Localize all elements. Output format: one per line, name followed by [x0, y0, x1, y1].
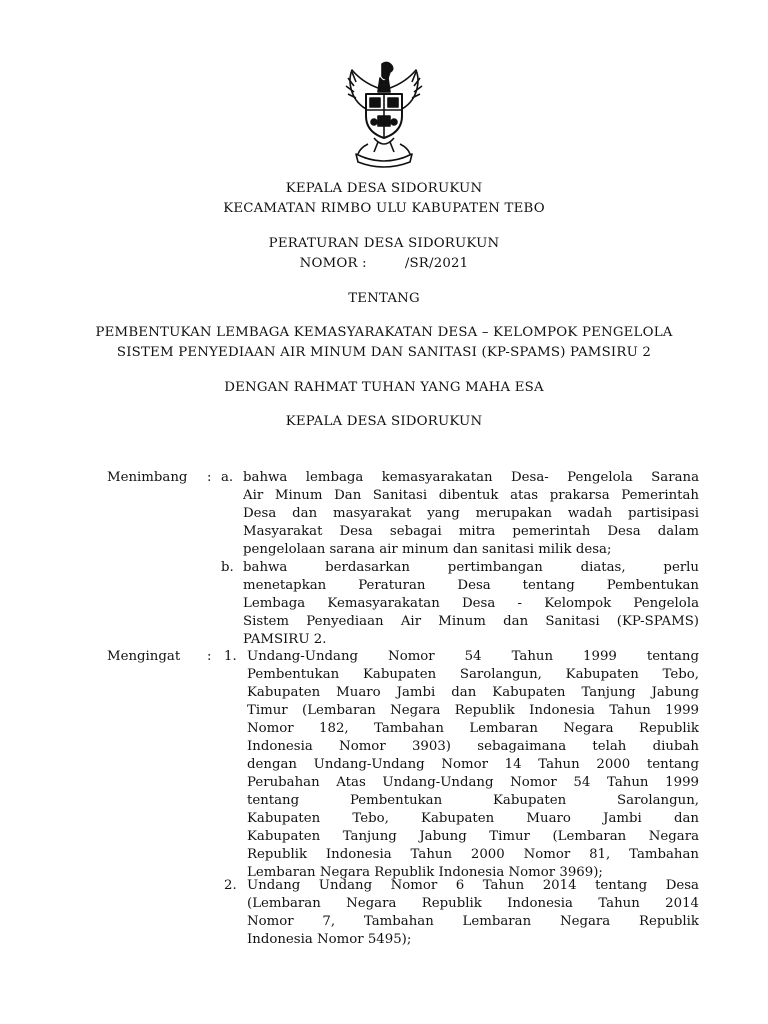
mengingat-label: Mengingat: [107, 649, 181, 664]
text-line: tentang Pembentukan Kabupaten Sarolangun,: [247, 793, 699, 808]
text-line: Lembaran Negara Republik Indonesia Nomor 3969);: [247, 865, 603, 880]
text-line: pengelolaan sarana air minum dan sanitasi milik desa;: [243, 542, 612, 557]
text-line: Perubahan Atas Undang-Undang Nomor 54 Tahun 1999: [247, 775, 699, 790]
menimbang-a-marker: a.: [221, 470, 234, 485]
text-line: Desa dan masyarakat yang merupakan wadah partisipasi: [243, 506, 699, 521]
text-line: Kabupaten Muaro Jambi dan Kabupaten Tanjung Jabung: [247, 685, 699, 700]
menimbang-a-text: [243, 469, 699, 559]
mengingat-1-text: [247, 648, 699, 882]
nomor-value: /SR/2021: [404, 256, 469, 271]
regulation-title: PERATURAN DESA SIDORUKUN: [268, 236, 500, 251]
text-line: Lembaga Kemasyarakatan Desa - Kelompok Pengelola: [243, 596, 699, 611]
text-line: Kabupaten Tebo, Kabupaten Muaro Jambi dan: [247, 811, 699, 826]
nomor-label: NOMOR :: [299, 256, 367, 271]
mengingat-colon: :: [207, 649, 212, 664]
menimbang-b-text: [243, 559, 699, 649]
text-line: Undang-Undang Nomor 54 Tahun 1999 tentang: [247, 649, 699, 664]
mengingat-2-marker: 2.: [224, 878, 237, 893]
subject-line-1: PEMBENTUKAN LEMBAGA KEMASYARAKATAN DESA – KELOMPOK PENGELOLA: [95, 325, 673, 340]
text-line: Kabupaten Tanjung Jabung Timur (Lembaran Negara: [247, 829, 699, 844]
text-line: Nomor 182, Tambahan Lembaran Negara Republik: [247, 721, 699, 736]
text-line: bahwa berdasarkan pertimbangan diatas, perlu: [243, 560, 699, 575]
text-line: Air Minum Dan Sanitasi dibentuk atas prakarsa Pemerintah: [243, 488, 699, 503]
menimbang-colon: :: [207, 470, 212, 485]
menimbang-b-marker: b.: [221, 560, 234, 575]
text-line: menetapkan Peraturan Desa tentang Pembentukan: [243, 578, 699, 593]
tentang-heading: TENTANG: [348, 291, 420, 306]
regulation-number: [60, 256, 708, 271]
text-line: PAMSIRU 2.: [243, 632, 327, 647]
text-line: Nomor 7, Tambahan Lembaran Negara Republik: [247, 914, 699, 929]
rahmat-line: DENGAN RAHMAT TUHAN YANG MAHA ESA: [224, 380, 544, 395]
mengingat-1-marker: 1.: [224, 649, 237, 664]
kepala-heading: KEPALA DESA SIDORUKUN: [285, 414, 483, 429]
text-line: Timur (Lembaran Negara Republik Indonesia Tahun 1999: [247, 703, 699, 718]
text-line: Republik Indonesia Tahun 2000 Nomor 81, Tambahan: [247, 847, 699, 862]
subject-line-2: SISTEM PENYEDIAAN AIR MINUM DAN SANITASI (KP-SPAMS) PAMSIRU 2: [116, 345, 652, 360]
text-line: Undang Undang Nomor 6 Tahun 2014 tentang Desa: [247, 878, 699, 893]
garuda-emblem-icon: [338, 58, 430, 170]
text-line: Masyarakat Desa sebagai mitra pemerintah Desa dalam: [243, 524, 699, 539]
text-line: Indonesia Nomor 3903) sebagaimana telah diubah: [247, 739, 699, 754]
mengingat-2-text: [247, 877, 699, 949]
text-line: Sistem Penyediaan Air Minum dan Sanitasi (KP-SPAMS): [243, 614, 699, 629]
text-line: bahwa lembaga kemasyarakatan Desa- Pengelola Sarana: [243, 470, 699, 485]
text-line: dengan Undang-Undang Nomor 14 Tahun 2000 tentang: [247, 757, 699, 772]
office-subtitle: KECAMATAN RIMBO ULU KABUPATEN TEBO: [223, 201, 545, 216]
text-line: Pembentukan Kabupaten Sarolangun, Kabupaten Tebo,: [247, 667, 699, 682]
menimbang-label: Menimbang: [107, 470, 188, 485]
office-title: KEPALA DESA SIDORUKUN: [285, 181, 483, 196]
text-line: Indonesia Nomor 5495);: [247, 932, 412, 947]
text-line: (Lembaran Negara Republik Indonesia Tahun 2014: [247, 896, 699, 911]
